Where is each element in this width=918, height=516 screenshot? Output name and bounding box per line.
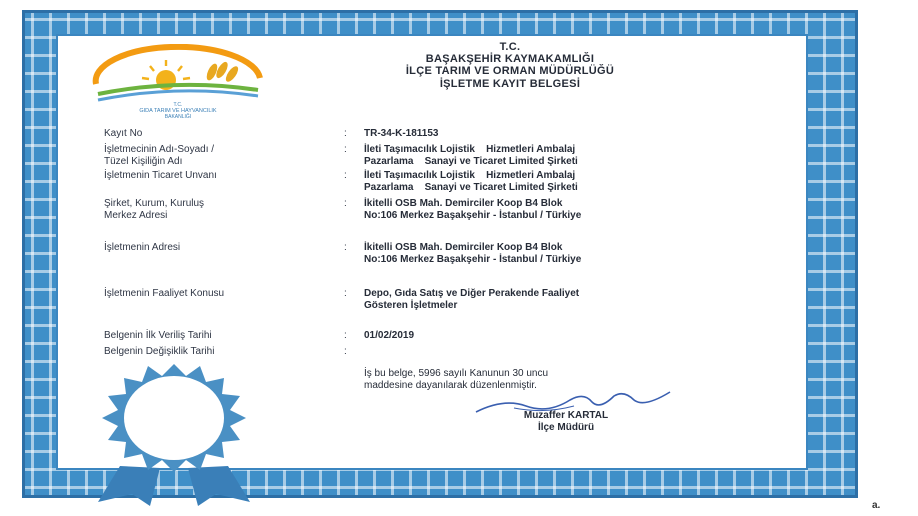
- field-value-hq-address: İkitelli OSB Mah. Demirciler Koop B4 Blok No:106 Merkez Başakşehir - İstanbul / Türkiye: [364, 198, 582, 221]
- field-label-business-address: İşletmenin Adresi: [104, 242, 181, 253]
- ministry-logo-icon: [88, 44, 268, 120]
- legal-note: İş bu belge, 5996 sayılı Kanunun 30 uncu maddesine dayanılarak düzenlenmiştir.: [364, 368, 549, 391]
- logo-caption-1: T.C.: [173, 102, 183, 108]
- header-line-1: T.C.: [499, 41, 521, 53]
- field-label-issue-date: Belgenin İlk Veriliş Tarihi: [104, 330, 212, 341]
- logo-caption-2: GIDA TARIM VE HAYVANCILIK: [139, 108, 217, 114]
- field-label-activity: İşletmenin Faaliyet Konusu: [104, 288, 225, 299]
- document-title: İŞLETME KAYIT BELGESİ: [439, 78, 581, 90]
- logo-caption-3: BAKANLIĞI: [164, 114, 192, 120]
- header-line-2: BAŞAKŞEHİR KAYMAKAMLIĞI: [425, 53, 595, 65]
- header-line-3: İLÇE TARIM VE ORMAN MÜDÜRLÜĞÜ: [405, 65, 615, 77]
- field-label-hq-address: Şirket, Kurum, Kuruluş Merkez Adresi: [104, 198, 205, 221]
- signer-name: Muzaffer KARTAL: [523, 410, 609, 421]
- field-value-business-address: İkitelli OSB Mah. Demirciler Koop B4 Blok No:106 Merkez Başakşehir - İstanbul / Türkiye: [364, 242, 582, 265]
- seal-icon: [40, 356, 308, 506]
- field-label-registration-no: Kayıt No: [104, 128, 143, 139]
- field-value-trade-name: İleti Taşımacılık Lojistik Hizmetleri Ambalaj Pazarlama Sanayi ve Ticaret Limited Şirketi: [364, 170, 578, 193]
- field-value-registration-no: TR-34-K-181153: [364, 128, 439, 139]
- field-value-issue-date: 01/02/2019: [364, 330, 415, 341]
- field-label-change-date: Belgenin Değişiklik Tarihi: [104, 346, 215, 357]
- field-label-trade-name: İşletmenin Ticaret Unvanı: [104, 170, 217, 181]
- signer-title: İlçe Müdürü: [537, 422, 595, 433]
- field-label-operator-name: İşletmecinin Adı-Soyadı / Tüzel Kişiliğin Adı: [104, 144, 215, 167]
- field-value-activity: Depo, Gıda Satış ve Diğer Perakende Faaliyet Gösteren İşletmeler: [364, 288, 580, 311]
- field-value-operator-name: İleti Taşımacılık Lojistik Hizmetleri Ambalaj Pazarlama Sanayi ve Ticaret Limited Şirketi: [364, 144, 578, 167]
- corner-mark: a.: [872, 500, 881, 511]
